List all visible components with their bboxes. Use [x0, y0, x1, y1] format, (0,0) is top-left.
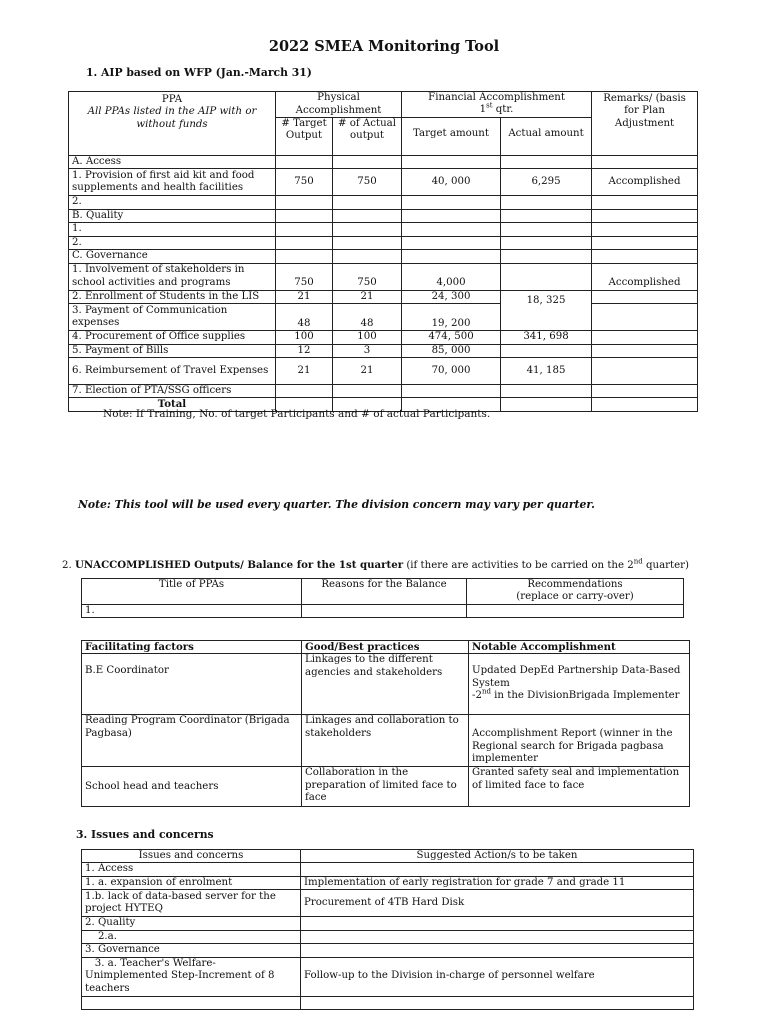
qtr-rest: qtr. — [492, 104, 514, 116]
notable-cell: Accomplishment Report (winner in the Regional search for Brigada pagbasa implementer — [469, 715, 690, 767]
target-amount-cell: 19, 200 — [402, 304, 501, 331]
section2-heading — [62, 559, 689, 573]
recommendations-header — [467, 579, 684, 605]
section2-rest-a: (if there are activities to be carried on the 2 — [403, 560, 634, 571]
section2-num: 2. — [62, 560, 75, 571]
issue-cell: 1. a. expansion of enrolment — [82, 876, 301, 889]
target-cell: 48 — [276, 304, 333, 331]
action-cell — [301, 917, 694, 930]
page-title: 2022 SMEA Monitoring Tool — [268, 38, 500, 55]
issue-cell: 2.a. — [82, 930, 301, 943]
ppa-cell: 1. — [69, 223, 276, 236]
actual-cell: 21 — [333, 290, 402, 303]
factor-cell: B.E Coordinator — [82, 654, 302, 715]
table-row — [82, 996, 694, 1009]
issue-cell: 2. Quality — [82, 917, 301, 930]
notable-line-b — [472, 687, 686, 702]
table-row — [82, 930, 694, 943]
total-label: Total — [69, 398, 276, 411]
table-row — [82, 917, 694, 930]
action-cell — [301, 930, 694, 943]
section2-rest-b: quarter) — [642, 560, 689, 571]
actual-amount-cell: 18, 325 — [501, 290, 592, 330]
table-row — [69, 331, 698, 344]
ppa-cell: 1. Provision of first aid kit and food supplements and health facilities — [69, 169, 276, 196]
actual-cell: 48 — [333, 304, 402, 331]
notable-line-a: Updated DepEd Partnership Data-Based System — [472, 665, 681, 689]
action-cell: Procurement of 4TB Hard Disk — [301, 890, 694, 917]
notable-cell: Granted safety seal and implementation of limited face to face — [469, 767, 690, 807]
target-amount-cell: 4,000 — [402, 263, 501, 290]
target-amount-header: Target amount — [402, 118, 501, 156]
actual-cell: 100 — [333, 331, 402, 344]
remarks-cell: Accomplished — [592, 263, 698, 290]
actions-header: Suggested Action/s to be taken — [301, 850, 694, 863]
factors-table — [81, 640, 690, 807]
ppa-title-cell: 1. — [82, 605, 302, 618]
notable-header: Notable Accomplishment — [469, 641, 690, 654]
table-row — [69, 304, 698, 331]
actual-amount-header: Actual amount — [501, 118, 592, 156]
actual-cell: 750 — [333, 169, 402, 196]
table-row — [69, 344, 698, 357]
issue-cell — [82, 996, 301, 1009]
table-row — [82, 863, 694, 876]
governance-label: C. Governance — [69, 250, 276, 263]
table-row — [69, 169, 698, 196]
recommendations-label: Recommendations — [527, 579, 623, 590]
ppa-cell: 2. — [69, 196, 276, 209]
remarks-header: Remarks/ (basis for Plan Adjustment — [592, 92, 698, 156]
notable-b-post: in the DivisionBrigada Implementer — [490, 690, 680, 702]
table-row — [82, 767, 690, 807]
issue-cell: 1.b. lack of data-based server for the project HYTEQ — [82, 890, 301, 917]
access-label: A. Access — [69, 156, 276, 169]
ppa-cell: 2. Enrollment of Students in the LIS — [69, 290, 276, 303]
target-amount-cell: 85, 000 — [402, 344, 501, 357]
reasons-header: Reasons for the Balance — [302, 579, 467, 605]
aip-table — [68, 91, 698, 412]
issue-cell: 1. Access — [82, 863, 301, 876]
quarter-note: Note: This tool will be used every quarter. The division concern may vary per quarter. — [78, 498, 595, 511]
table-row — [69, 357, 698, 384]
practice-cell: Linkages and collaboration to stakeholders — [302, 715, 469, 767]
action-cell — [301, 996, 694, 1009]
target-cell: 21 — [276, 357, 333, 384]
recommendations-sub: (replace or carry-over) — [516, 591, 634, 603]
table-row — [82, 944, 694, 957]
table-row — [82, 890, 694, 917]
table-row — [82, 654, 690, 715]
ppa-cell: 3. Payment of Communication expenses — [69, 304, 276, 331]
section1-heading: 1. AIP based on WFP (Jan.-March 31) — [86, 66, 312, 79]
ppa-cell: 1. Involvement of stakeholders in school activities and programs — [69, 263, 276, 290]
financial-qtr — [405, 104, 588, 116]
actual-amount-cell: 6,295 — [501, 169, 592, 196]
action-cell — [301, 863, 694, 876]
issues-header: Issues and concerns — [82, 850, 301, 863]
action-cell: Follow-up to the Division in-charge of personnel welfare — [301, 957, 694, 996]
ppa-header — [69, 92, 276, 156]
target-cell: 750 — [276, 169, 333, 196]
factor-cell: Reading Program Coordinator (Brigada Pagbasa) — [82, 715, 302, 767]
actual-amount-cell: 341, 698 — [501, 331, 592, 344]
notable-b-sup: nd — [481, 687, 491, 696]
target-amount-cell: 24, 300 — [402, 290, 501, 303]
action-cell: Implementation of early registration for grade 7 and grade 11 — [301, 876, 694, 889]
remarks-cell: Accomplished — [592, 169, 698, 196]
table-row — [82, 957, 694, 996]
table-row — [69, 384, 698, 397]
ppa-cell: 2. — [69, 236, 276, 249]
actual-cell: 3 — [333, 344, 402, 357]
section2-bold: UNACCOMPLISHED Outputs/ Balance for the 1st quarter — [74, 559, 404, 571]
qtr-sup: st — [486, 102, 493, 111]
table-row — [69, 263, 698, 290]
actual-output-header: # of Actual output — [333, 118, 402, 156]
actual-amount-cell: 41, 185 — [501, 357, 592, 384]
target-amount-cell: 70, 000 — [402, 357, 501, 384]
ppa-header-label: PPA — [161, 94, 183, 105]
target-cell: 21 — [276, 290, 333, 303]
factors-header: Facilitating factors — [82, 641, 302, 654]
target-cell: 750 — [276, 263, 333, 290]
ppa-cell: 4. Procurement of Office supplies — [69, 331, 276, 344]
issue-cell: 3. Governance — [82, 944, 301, 957]
practice-cell: Linkages to the different agencies and stakeholders — [302, 654, 469, 715]
issue-cell: 3. a. Teacher's Welfare- Unimplemented Step-Increment of 8 teachers — [82, 957, 301, 996]
financial-header-label: Financial Accomplishment — [428, 92, 565, 103]
section2-sup: nd — [633, 557, 643, 566]
ppa-title-header: Title of PPAs — [82, 579, 302, 605]
qtr-num: 1 — [479, 104, 487, 116]
factor-cell: School head and teachers — [82, 767, 302, 807]
target-output-header: # Target Output — [276, 118, 333, 156]
actual-cell: 21 — [333, 357, 402, 384]
target-amount-cell: 40, 000 — [402, 169, 501, 196]
training-note: Note: If Training, No. of target Participants and # of actual Participants. — [103, 408, 491, 420]
target-amount-cell: 474, 500 — [402, 331, 501, 344]
physical-header: Physical Accomplishment — [276, 92, 402, 118]
practices-header: Good/Best practices — [302, 641, 469, 654]
ppa-cell: 5. Payment of Bills — [69, 344, 276, 357]
notable-b-pre: -2 — [472, 690, 482, 702]
actual-cell: 750 — [333, 263, 402, 290]
ppa-header-sub: All PPAs listed in the AIP with or without funds — [87, 106, 257, 130]
table-row — [69, 290, 698, 303]
action-cell — [301, 944, 694, 957]
section3-heading: 3. Issues and concerns — [76, 828, 214, 841]
financial-header — [402, 92, 592, 118]
notable-cell — [469, 654, 690, 715]
quality-label: B. Quality — [69, 209, 276, 222]
ppa-cell: 6. Reimbursement of Travel Expenses — [69, 357, 276, 384]
target-cell: 100 — [276, 331, 333, 344]
issues-table — [81, 849, 694, 1010]
table-row — [82, 715, 690, 767]
unaccomplished-table — [81, 578, 684, 618]
target-cell: 12 — [276, 344, 333, 357]
practice-cell: Collaboration in the preparation of limited face to face — [302, 767, 469, 807]
ppa-cell: 7. Election of PTA/SSG officers — [69, 384, 276, 397]
table-row — [82, 876, 694, 889]
